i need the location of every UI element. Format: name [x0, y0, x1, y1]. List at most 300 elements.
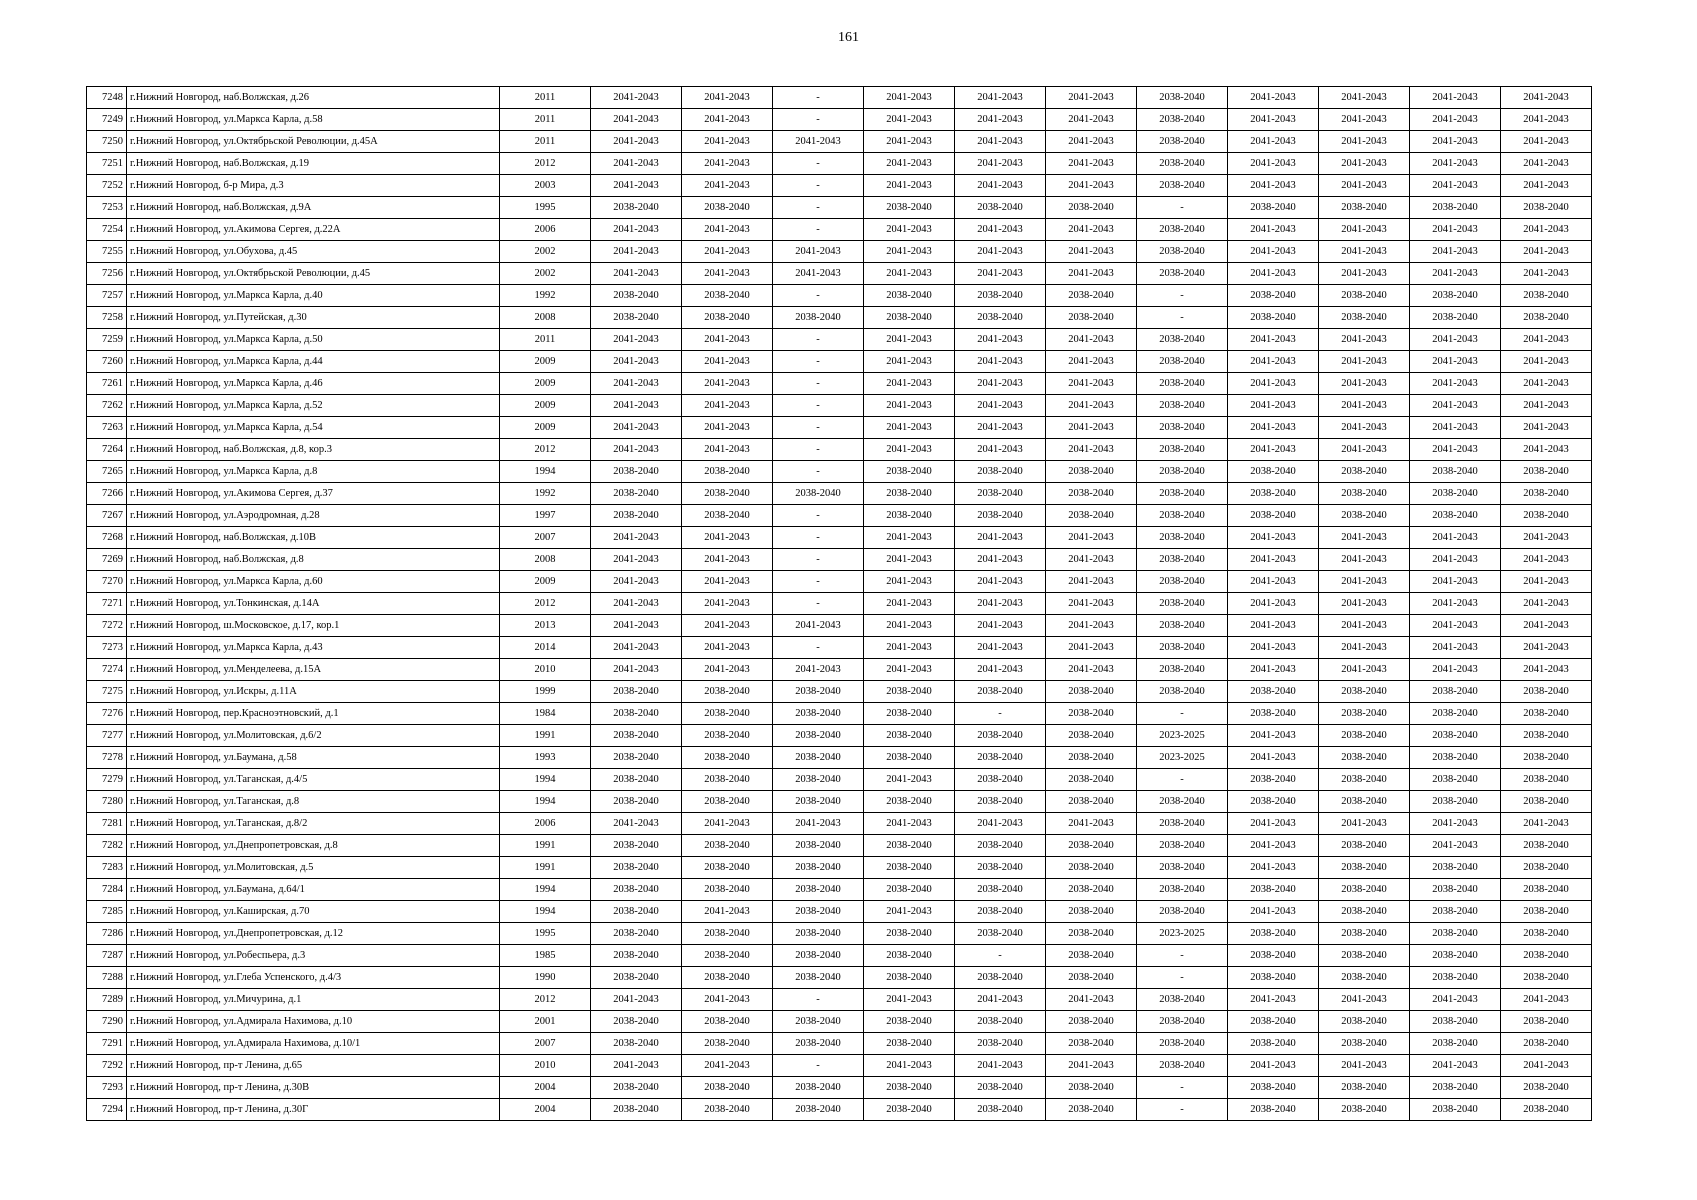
period-cell: 2038-2040 — [773, 945, 864, 967]
period-cell: 2038-2040 — [864, 461, 955, 483]
period-cell: 2038-2040 — [1046, 835, 1137, 857]
period-cell: 2038-2040 — [1319, 703, 1410, 725]
table-row — [87, 1099, 1592, 1121]
period-cell: 2041-2043 — [1410, 329, 1501, 351]
table-row — [87, 1011, 1592, 1033]
period-cell: 2041-2043 — [955, 593, 1046, 615]
row-number-cell: 7251 — [87, 153, 127, 175]
table-row — [87, 219, 1592, 241]
period-cell: 2041-2043 — [1501, 417, 1592, 439]
page-number: 161 — [838, 30, 859, 45]
period-cell: 2041-2043 — [864, 813, 955, 835]
period-cell: 2041-2043 — [1228, 989, 1319, 1011]
row-number-cell: 7252 — [87, 175, 127, 197]
period-cell: 2041-2043 — [1410, 219, 1501, 241]
period-cell: 2038-2040 — [1046, 285, 1137, 307]
year-cell: 1994 — [500, 769, 591, 791]
period-cell: 2041-2043 — [864, 637, 955, 659]
period-cell: 2041-2043 — [864, 351, 955, 373]
address-cell: г.Нижний Новгород, ул.Искры, д.11А — [127, 681, 500, 703]
period-cell: 2038-2040 — [1137, 571, 1228, 593]
period-cell: 2041-2043 — [1046, 989, 1137, 1011]
period-cell: 2038-2040 — [1228, 681, 1319, 703]
period-cell: 2038-2040 — [955, 967, 1046, 989]
year-cell: 1994 — [500, 879, 591, 901]
period-cell: 2038-2040 — [1319, 1077, 1410, 1099]
period-cell: 2041-2043 — [1501, 373, 1592, 395]
period-cell: 2038-2040 — [1137, 153, 1228, 175]
period-cell: 2041-2043 — [682, 615, 773, 637]
period-cell: 2038-2040 — [1410, 769, 1501, 791]
period-cell: 2038-2040 — [1228, 703, 1319, 725]
year-cell: 2009 — [500, 417, 591, 439]
table-row — [87, 417, 1592, 439]
period-cell: 2038-2040 — [1319, 307, 1410, 329]
period-cell: 2038-2040 — [591, 835, 682, 857]
period-cell: 2041-2043 — [1501, 989, 1592, 1011]
address-cell: г.Нижний Новгород, наб.Волжская, д.8, кор.3 — [127, 439, 500, 461]
period-cell: 2038-2040 — [955, 505, 1046, 527]
period-cell: 2038-2040 — [864, 483, 955, 505]
row-number-cell: 7272 — [87, 615, 127, 637]
table-row — [87, 725, 1592, 747]
period-cell: 2038-2040 — [591, 307, 682, 329]
period-cell: 2041-2043 — [955, 351, 1046, 373]
period-cell: 2038-2040 — [1137, 417, 1228, 439]
row-number-cell: 7284 — [87, 879, 127, 901]
period-cell: 2041-2043 — [1228, 417, 1319, 439]
period-cell: 2041-2043 — [1046, 659, 1137, 681]
year-cell: 1994 — [500, 791, 591, 813]
period-cell: 2038-2040 — [1137, 483, 1228, 505]
period-cell: 2038-2040 — [864, 945, 955, 967]
period-cell: 2038-2040 — [773, 483, 864, 505]
period-cell: 2041-2043 — [591, 263, 682, 285]
period-cell: 2041-2043 — [955, 1055, 1046, 1077]
period-cell: 2038-2040 — [1046, 879, 1137, 901]
period-cell: 2038-2040 — [1137, 593, 1228, 615]
period-cell: - — [773, 461, 864, 483]
period-cell: 2038-2040 — [591, 703, 682, 725]
period-cell: 2038-2040 — [773, 725, 864, 747]
period-cell: 2041-2043 — [955, 989, 1046, 1011]
period-cell: 2038-2040 — [1228, 505, 1319, 527]
period-cell: - — [773, 527, 864, 549]
period-cell: 2038-2040 — [591, 747, 682, 769]
period-cell: 2041-2043 — [1501, 1055, 1592, 1077]
period-cell: 2041-2043 — [1501, 219, 1592, 241]
period-cell: 2038-2040 — [1137, 549, 1228, 571]
period-cell: 2038-2040 — [1501, 791, 1592, 813]
period-cell: 2041-2043 — [591, 439, 682, 461]
period-cell: 2038-2040 — [591, 769, 682, 791]
table-row — [87, 395, 1592, 417]
year-cell: 2002 — [500, 241, 591, 263]
period-cell: 2038-2040 — [591, 1077, 682, 1099]
period-cell: 2041-2043 — [1228, 637, 1319, 659]
period-cell: 2041-2043 — [955, 637, 1046, 659]
row-number-cell: 7290 — [87, 1011, 127, 1033]
period-cell: 2038-2040 — [591, 791, 682, 813]
period-cell: 2038-2040 — [1410, 1033, 1501, 1055]
period-cell: 2041-2043 — [1501, 109, 1592, 131]
period-cell: - — [1137, 945, 1228, 967]
row-number-cell: 7254 — [87, 219, 127, 241]
period-cell: - — [773, 1055, 864, 1077]
period-cell: 2038-2040 — [955, 285, 1046, 307]
period-cell: 2038-2040 — [773, 681, 864, 703]
period-cell: 2041-2043 — [591, 615, 682, 637]
period-cell: 2038-2040 — [682, 1099, 773, 1121]
address-cell: г.Нижний Новгород, ул.Глеба Успенского, д.4/3 — [127, 967, 500, 989]
period-cell: 2041-2043 — [955, 219, 1046, 241]
row-number-cell: 7269 — [87, 549, 127, 571]
period-cell: 2038-2040 — [1228, 967, 1319, 989]
period-cell: 2041-2043 — [1046, 593, 1137, 615]
period-cell: 2041-2043 — [1228, 109, 1319, 131]
period-cell: 2041-2043 — [1319, 615, 1410, 637]
period-cell: 2041-2043 — [1228, 747, 1319, 769]
address-cell: г.Нижний Новгород, ул.Маркса Карла, д.8 — [127, 461, 500, 483]
period-cell: 2038-2040 — [1501, 681, 1592, 703]
row-number-cell: 7289 — [87, 989, 127, 1011]
period-cell: 2041-2043 — [591, 1055, 682, 1077]
period-cell: 2041-2043 — [1501, 175, 1592, 197]
table-row — [87, 835, 1592, 857]
period-cell: 2038-2040 — [1319, 1033, 1410, 1055]
period-cell: - — [1137, 769, 1228, 791]
period-cell: 2038-2040 — [682, 835, 773, 857]
period-cell: 2038-2040 — [1501, 857, 1592, 879]
row-number-cell: 7288 — [87, 967, 127, 989]
period-cell: 2041-2043 — [1228, 593, 1319, 615]
address-cell: г.Нижний Новгород, ул.Маркса Карла, д.46 — [127, 373, 500, 395]
row-number-cell: 7264 — [87, 439, 127, 461]
period-cell: 2038-2040 — [591, 901, 682, 923]
period-cell: 2041-2043 — [682, 637, 773, 659]
row-number-cell: 7291 — [87, 1033, 127, 1055]
year-cell: 2011 — [500, 87, 591, 109]
period-cell: 2038-2040 — [1137, 373, 1228, 395]
year-cell: 2014 — [500, 637, 591, 659]
period-cell: 2041-2043 — [682, 373, 773, 395]
period-cell: 2041-2043 — [1410, 351, 1501, 373]
period-cell: 2038-2040 — [1137, 1055, 1228, 1077]
period-cell: 2041-2043 — [955, 527, 1046, 549]
period-cell: 2038-2040 — [682, 1011, 773, 1033]
row-number-cell: 7278 — [87, 747, 127, 769]
row-number-cell: 7250 — [87, 131, 127, 153]
period-cell: 2041-2043 — [1228, 329, 1319, 351]
period-cell: 2041-2043 — [1410, 615, 1501, 637]
address-cell: г.Нижний Новгород, ул.Маркса Карла, д.52 — [127, 395, 500, 417]
period-cell: 2041-2043 — [1228, 219, 1319, 241]
period-cell: 2041-2043 — [864, 219, 955, 241]
address-cell: г.Нижний Новгород, наб.Волжская, д.8 — [127, 549, 500, 571]
period-cell: 2038-2040 — [773, 1077, 864, 1099]
period-cell: 2038-2040 — [1046, 769, 1137, 791]
year-cell: 2013 — [500, 615, 591, 637]
period-cell: 2041-2043 — [1319, 175, 1410, 197]
period-cell: 2041-2043 — [591, 571, 682, 593]
period-cell: 2041-2043 — [864, 571, 955, 593]
year-cell: 2003 — [500, 175, 591, 197]
period-cell: 2038-2040 — [1137, 835, 1228, 857]
year-cell: 2006 — [500, 219, 591, 241]
period-cell: 2038-2040 — [682, 483, 773, 505]
address-cell: г.Нижний Новгород, ул.Баумана, д.58 — [127, 747, 500, 769]
period-cell: 2038-2040 — [1046, 307, 1137, 329]
period-cell: 2038-2040 — [1319, 725, 1410, 747]
period-cell: 2038-2040 — [1046, 703, 1137, 725]
period-cell: 2041-2043 — [682, 659, 773, 681]
period-cell: 2041-2043 — [682, 87, 773, 109]
year-cell: 1991 — [500, 857, 591, 879]
address-cell: г.Нижний Новгород, ул.Робеспьера, д.3 — [127, 945, 500, 967]
period-cell: 2041-2043 — [1319, 417, 1410, 439]
period-cell: 2041-2043 — [1046, 813, 1137, 835]
period-cell: 2041-2043 — [1410, 659, 1501, 681]
period-cell: 2038-2040 — [955, 461, 1046, 483]
year-cell: 2009 — [500, 351, 591, 373]
address-cell: г.Нижний Новгород, ул.Таганская, д.8 — [127, 791, 500, 813]
period-cell: 2038-2040 — [1137, 527, 1228, 549]
period-cell: 2041-2043 — [864, 1055, 955, 1077]
period-cell: 2038-2040 — [682, 879, 773, 901]
period-cell: 2038-2040 — [1137, 791, 1228, 813]
period-cell: 2038-2040 — [1410, 681, 1501, 703]
address-cell: г.Нижний Новгород, ул.Таганская, д.4/5 — [127, 769, 500, 791]
period-cell: 2038-2040 — [1501, 945, 1592, 967]
period-cell: 2038-2040 — [1319, 1099, 1410, 1121]
period-cell: 2041-2043 — [1046, 87, 1137, 109]
period-cell: 2041-2043 — [1501, 571, 1592, 593]
period-cell: 2041-2043 — [1319, 593, 1410, 615]
period-cell: 2038-2040 — [864, 835, 955, 857]
period-cell: 2041-2043 — [1410, 417, 1501, 439]
period-cell: 2038-2040 — [1228, 483, 1319, 505]
row-number-cell: 7287 — [87, 945, 127, 967]
year-cell: 2011 — [500, 109, 591, 131]
period-cell: 2038-2040 — [682, 681, 773, 703]
period-cell: 2041-2043 — [955, 109, 1046, 131]
table-row — [87, 659, 1592, 681]
period-cell: 2038-2040 — [1410, 945, 1501, 967]
period-cell: 2023-2025 — [1137, 923, 1228, 945]
period-cell: 2038-2040 — [955, 681, 1046, 703]
row-number-cell: 7265 — [87, 461, 127, 483]
period-cell: 2041-2043 — [591, 813, 682, 835]
address-cell: г.Нижний Новгород, ул.Маркса Карла, д.54 — [127, 417, 500, 439]
year-cell: 2011 — [500, 131, 591, 153]
address-cell: г.Нижний Новгород, ул.Молитовская, д.5 — [127, 857, 500, 879]
row-number-cell: 7286 — [87, 923, 127, 945]
row-number-cell: 7271 — [87, 593, 127, 615]
period-cell: 2041-2043 — [955, 263, 1046, 285]
table-row — [87, 769, 1592, 791]
year-cell: 2010 — [500, 659, 591, 681]
table-row — [87, 87, 1592, 109]
period-cell: 2038-2040 — [955, 923, 1046, 945]
period-cell: 2041-2043 — [591, 659, 682, 681]
address-cell: г.Нижний Новгород, ул.Маркса Карла, д.40 — [127, 285, 500, 307]
period-cell: 2041-2043 — [1501, 549, 1592, 571]
period-cell: 2038-2040 — [1319, 769, 1410, 791]
period-cell: 2038-2040 — [1046, 197, 1137, 219]
year-cell: 1994 — [500, 461, 591, 483]
period-cell: 2038-2040 — [682, 725, 773, 747]
period-cell: 2038-2040 — [1501, 769, 1592, 791]
period-cell: 2038-2040 — [1228, 197, 1319, 219]
period-cell: 2038-2040 — [1410, 703, 1501, 725]
period-cell: 2038-2040 — [1228, 461, 1319, 483]
period-cell: 2038-2040 — [1137, 901, 1228, 923]
period-cell: 2041-2043 — [1410, 593, 1501, 615]
period-cell: 2038-2040 — [1319, 923, 1410, 945]
row-number-cell: 7285 — [87, 901, 127, 923]
period-cell: 2041-2043 — [864, 527, 955, 549]
year-cell: 2009 — [500, 395, 591, 417]
year-cell: 2012 — [500, 439, 591, 461]
period-cell: 2038-2040 — [773, 879, 864, 901]
address-cell: г.Нижний Новгород, ул.Баумана, д.64/1 — [127, 879, 500, 901]
table-row — [87, 637, 1592, 659]
period-cell: 2038-2040 — [591, 483, 682, 505]
period-cell: 2041-2043 — [1410, 153, 1501, 175]
period-cell: 2038-2040 — [1137, 439, 1228, 461]
period-cell: 2041-2043 — [955, 439, 1046, 461]
period-cell: 2041-2043 — [955, 131, 1046, 153]
address-cell: г.Нижний Новгород, пер.Красноэтновский, д.1 — [127, 703, 500, 725]
period-cell: 2041-2043 — [1046, 417, 1137, 439]
period-cell: 2041-2043 — [1228, 395, 1319, 417]
row-number-cell: 7294 — [87, 1099, 127, 1121]
period-cell: 2041-2043 — [1410, 813, 1501, 835]
period-cell: 2041-2043 — [864, 131, 955, 153]
row-number-cell: 7279 — [87, 769, 127, 791]
period-cell: 2038-2040 — [1410, 967, 1501, 989]
period-cell: 2041-2043 — [864, 593, 955, 615]
period-cell: 2038-2040 — [1319, 835, 1410, 857]
period-cell: 2041-2043 — [1410, 131, 1501, 153]
table-row — [87, 241, 1592, 263]
period-cell: 2041-2043 — [682, 175, 773, 197]
year-cell: 1997 — [500, 505, 591, 527]
row-number-cell: 7267 — [87, 505, 127, 527]
period-cell: 2038-2040 — [864, 879, 955, 901]
address-cell: г.Нижний Новгород, ул.Каширская, д.70 — [127, 901, 500, 923]
period-cell: 2038-2040 — [1501, 1033, 1592, 1055]
period-cell: 2041-2043 — [955, 241, 1046, 263]
address-cell: г.Нижний Новгород, ул.Днепропетровская, д.12 — [127, 923, 500, 945]
period-cell: 2038-2040 — [1137, 263, 1228, 285]
period-cell: 2038-2040 — [591, 1033, 682, 1055]
period-cell: 2038-2040 — [1410, 857, 1501, 879]
period-cell: 2041-2043 — [1319, 87, 1410, 109]
period-cell: 2041-2043 — [1501, 241, 1592, 263]
period-cell: 2038-2040 — [773, 857, 864, 879]
period-cell: 2041-2043 — [591, 153, 682, 175]
period-cell: 2041-2043 — [1228, 659, 1319, 681]
period-cell: 2038-2040 — [1137, 505, 1228, 527]
address-cell: г.Нижний Новгород, ул.Менделеева, д.15А — [127, 659, 500, 681]
period-cell: 2041-2043 — [591, 175, 682, 197]
period-cell: - — [773, 395, 864, 417]
period-cell: 2041-2043 — [1319, 395, 1410, 417]
period-cell: 2041-2043 — [682, 153, 773, 175]
period-cell: 2041-2043 — [1501, 527, 1592, 549]
period-cell: 2038-2040 — [1410, 725, 1501, 747]
period-cell: 2038-2040 — [1137, 219, 1228, 241]
row-number-cell: 7273 — [87, 637, 127, 659]
period-cell: - — [773, 219, 864, 241]
period-cell: 2038-2040 — [1501, 307, 1592, 329]
period-cell: 2038-2040 — [1410, 307, 1501, 329]
period-cell: 2041-2043 — [955, 175, 1046, 197]
row-number-cell: 7259 — [87, 329, 127, 351]
period-cell: 2041-2043 — [591, 329, 682, 351]
period-cell: 2038-2040 — [955, 483, 1046, 505]
period-cell: 2038-2040 — [682, 857, 773, 879]
period-cell: 2038-2040 — [1410, 483, 1501, 505]
period-cell: 2038-2040 — [682, 307, 773, 329]
period-cell: 2038-2040 — [864, 725, 955, 747]
table-row — [87, 373, 1592, 395]
year-cell: 2001 — [500, 1011, 591, 1033]
period-cell: 2038-2040 — [591, 879, 682, 901]
period-cell: 2038-2040 — [1046, 857, 1137, 879]
period-cell: 2041-2043 — [591, 527, 682, 549]
period-cell: 2041-2043 — [864, 87, 955, 109]
period-cell: - — [773, 439, 864, 461]
period-cell: 2038-2040 — [1501, 197, 1592, 219]
period-cell: 2041-2043 — [1410, 1055, 1501, 1077]
year-cell: 2009 — [500, 571, 591, 593]
period-cell: 2038-2040 — [955, 307, 1046, 329]
period-cell: 2038-2040 — [864, 967, 955, 989]
address-cell: г.Нижний Новгород, наб.Волжская, д.26 — [127, 87, 500, 109]
period-cell: 2041-2043 — [1228, 373, 1319, 395]
address-cell: г.Нижний Новгород, наб.Волжская, д.10В — [127, 527, 500, 549]
address-cell: г.Нижний Новгород, ул.Аэродромная, д.28 — [127, 505, 500, 527]
period-cell: - — [773, 593, 864, 615]
row-number-cell: 7270 — [87, 571, 127, 593]
period-cell: 2038-2040 — [773, 835, 864, 857]
period-cell: - — [1137, 967, 1228, 989]
period-cell: 2041-2043 — [955, 395, 1046, 417]
period-cell: 2038-2040 — [1228, 791, 1319, 813]
table-row — [87, 329, 1592, 351]
period-cell: 2041-2043 — [1319, 637, 1410, 659]
period-cell: 2038-2040 — [682, 791, 773, 813]
period-cell: 2041-2043 — [1501, 615, 1592, 637]
period-cell: - — [773, 351, 864, 373]
period-cell: 2041-2043 — [1228, 571, 1319, 593]
period-cell: 2038-2040 — [1501, 879, 1592, 901]
year-cell: 1985 — [500, 945, 591, 967]
address-cell: г.Нижний Новгород, ул.Днепропетровская, д.8 — [127, 835, 500, 857]
period-cell: - — [773, 87, 864, 109]
table-row — [87, 263, 1592, 285]
period-cell: 2041-2043 — [682, 549, 773, 571]
period-cell: 2038-2040 — [1410, 285, 1501, 307]
period-cell: 2038-2040 — [1046, 923, 1137, 945]
period-cell: 2041-2043 — [591, 637, 682, 659]
period-cell: 2041-2043 — [773, 263, 864, 285]
period-cell: 2041-2043 — [864, 373, 955, 395]
period-cell: 2041-2043 — [1046, 527, 1137, 549]
period-cell: 2038-2040 — [864, 923, 955, 945]
